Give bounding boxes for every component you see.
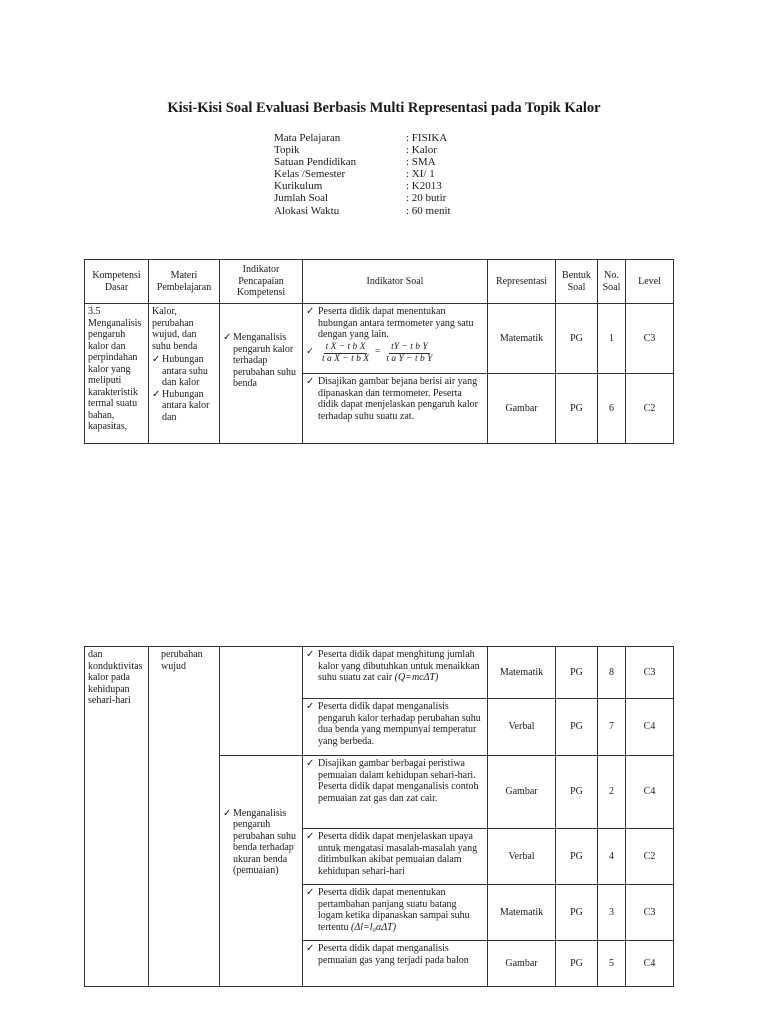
expansion-formula: (Δl=l₀αΔT) [351, 921, 397, 933]
bentuk-cell: PG [556, 304, 598, 374]
meta-label: Jumlah Soal [274, 192, 329, 205]
materi-list [152, 354, 216, 423]
level-cell: C4 [626, 756, 674, 829]
table-row [85, 647, 674, 699]
indikator-item [306, 649, 484, 684]
ipk-cell [220, 304, 303, 444]
thermometer-formula [306, 342, 484, 365]
indikator-cell [303, 374, 488, 444]
no-cell: 7 [598, 699, 626, 756]
formula-denominator: t a X − t b X [322, 353, 370, 364]
indikator-cell [303, 699, 488, 756]
level-cell: C3 [626, 647, 674, 699]
check-icon: ✓ [306, 347, 314, 358]
meta-label: Kelas /Semester [274, 168, 346, 181]
kd-cell: dan konduktivitas kalor pada kehidupan sehari-hari [85, 647, 149, 987]
indikator-text: Peserta didik dapat menganalisis pengaruh kalor terhadap perubahan suhu dua benda yang mempunyai temperatur yang berbeda. [318, 701, 481, 747]
representasi-cell: Gambar [488, 941, 556, 987]
check-icon: ✓ [306, 887, 315, 898]
meta-row [274, 168, 451, 180]
indikator-text-content: Peserta didik dapat menentukan pertambahan panjang suatu batang logam ketika dipanaskan sampai suhu tertentu [318, 887, 470, 933]
meta-row [274, 156, 451, 168]
indikator-text: Peserta didik dapat menjelaskan upaya untuk mengatasi masalah-masalah yang ditimbulkan akibat pemuaian dalam kehidupan sehari-hari [318, 831, 478, 877]
meta-row [274, 180, 451, 192]
bentuk-cell: PG [556, 699, 598, 756]
indikator-item [306, 831, 484, 877]
header-row [85, 260, 674, 304]
materi-item-text: Hubungan antara suhu dan kalor [162, 354, 208, 388]
indikator-item [306, 306, 484, 341]
meta-label: Satuan Pendidikan [274, 156, 357, 169]
representasi-cell: Matematik [488, 885, 556, 941]
meta-row [274, 205, 451, 217]
indikator-text [318, 887, 484, 933]
representasi-cell: Matematik [488, 304, 556, 374]
meta-value: : XI/ 1 [406, 168, 435, 181]
indikator-text: Disajikan gambar berbagai peristiwa pemuaian dalam kehidupan sehari-hari. Peserta didik dapat menganalisis contoh pemuaian zat gas dan zat cair. [318, 758, 479, 804]
level-cell: C4 [626, 941, 674, 987]
formula-denominator: t a Y − t b Y [386, 353, 433, 364]
representasi-cell: Verbal [488, 699, 556, 756]
meta-value: : SMA [406, 156, 436, 169]
materi-cell: perubahan wujud [149, 647, 220, 987]
bentuk-cell: PG [556, 374, 598, 444]
formula-numerator: t X − t b X [325, 341, 366, 352]
no-cell: 5 [598, 941, 626, 987]
kd-cell: 3.5 Menganalisis pengaruh kalor dan perpindahan kalor yang meliputi karakteristik termal suatu bahan, kapasitas, [85, 304, 149, 444]
materi-item-text: Hubungan antara kalor dan [162, 388, 210, 423]
meta-row [274, 144, 451, 156]
indikator-item [306, 376, 484, 422]
indikator-text-content: Peserta didik dapat menghitung jumlah kalor yang dibutuhkan untuk menaikkan suhu suatu zat cair [318, 649, 480, 683]
formula-numerator: tY − t b Y [391, 341, 428, 352]
header-kompetensi-dasar: Kompetensi Dasar [85, 260, 149, 304]
indikator-item [306, 887, 484, 933]
meta-value: : FISIKA [406, 132, 448, 144]
equals-sign: = [375, 347, 381, 358]
meta-value: : 60 menit [406, 204, 451, 217]
indikator-cell [303, 304, 488, 374]
header-materi: Materi Pembelajaran [149, 260, 220, 304]
check-icon: ✓ [306, 306, 315, 317]
level-cell: C3 [626, 304, 674, 374]
header-level: Level [626, 260, 674, 304]
indikator-cell [303, 756, 488, 829]
materi-item [152, 354, 216, 389]
representasi-cell: Gambar [488, 374, 556, 444]
header-representasi: Representasi [488, 260, 556, 304]
meta-label: Kurikulum [274, 180, 323, 193]
no-cell: 8 [598, 647, 626, 699]
indikator-item [306, 943, 484, 966]
meta-info [274, 132, 451, 217]
formula-fraction-right [384, 342, 434, 365]
indikator-cell [303, 829, 488, 885]
no-cell: 4 [598, 829, 626, 885]
check-icon: ✓ [223, 807, 232, 819]
representasi-cell: Verbal [488, 829, 556, 885]
no-cell: 2 [598, 756, 626, 829]
check-icon: ✓ [306, 649, 315, 660]
kisi-table-top [84, 259, 674, 444]
check-icon: ✓ [306, 943, 315, 954]
indikator-cell [303, 647, 488, 699]
ipk-cell [220, 756, 303, 987]
meta-label: Alokasi Waktu [274, 204, 340, 217]
bentuk-cell: PG [556, 829, 598, 885]
bentuk-cell: PG [556, 941, 598, 987]
level-cell: C2 [626, 829, 674, 885]
ipk-text: Menganalisis pengaruh kalor terhadap perubahan suhu benda [233, 332, 297, 389]
header-indikator-soal: Indikator Soal [303, 260, 488, 304]
indikator-item [306, 701, 484, 747]
indikator-cell [303, 941, 488, 987]
level-cell: C3 [626, 885, 674, 941]
ipk-cell [220, 647, 303, 756]
indikator-text: Peserta didik dapat menentukan hubungan antara termometer yang satu dengan yang lain. [318, 306, 474, 340]
check-icon: ✓ [306, 376, 315, 387]
ipk-text: Menganalisis pengaruh perubahan suhu benda terhadap ukuran benda (pemuaian) [233, 807, 297, 876]
indikator-text [318, 649, 484, 684]
meta-label: Mata Pelajaran [274, 132, 341, 144]
no-cell: 6 [598, 374, 626, 444]
no-cell: 3 [598, 885, 626, 941]
document-title: Kisi-Kisi Soal Evaluasi Berbasis Multi Representasi pada Topik Kalor [167, 100, 601, 116]
bentuk-cell: PG [556, 756, 598, 829]
check-icon: ✓ [223, 332, 232, 343]
materi-intro: Kalor, perubahan wujud, dan suhu benda [152, 306, 198, 352]
representasi-cell: Gambar [488, 756, 556, 829]
materi-item [152, 389, 216, 424]
indikator-item [306, 758, 484, 804]
check-icon: ✓ [306, 701, 315, 712]
bentuk-cell: PG [556, 647, 598, 699]
indikator-text: Peserta didik dapat menganalisis pemuaian gas yang terjadi pada balon [318, 943, 469, 966]
ipk-item [223, 332, 299, 390]
meta-row [274, 192, 451, 204]
check-icon: ✓ [306, 758, 315, 769]
indikator-cell [303, 885, 488, 941]
header-ipk: Indikator Pencapaian Kompetensi [220, 260, 303, 304]
no-cell: 1 [598, 304, 626, 374]
level-cell: C4 [626, 699, 674, 756]
table-row [85, 304, 674, 374]
meta-value: : Kalor [406, 144, 437, 157]
kisi-table-bottom [84, 646, 674, 987]
heat-formula: (Q=mcΔT) [394, 672, 439, 683]
indikator-text: Disajikan gambar bejana berisi air yang dipanaskan dan termometer. Peserta didik dapat menjelaskan pengaruh kalor terhadap suhu suatu zat. [318, 376, 478, 422]
check-icon: ✓ [306, 831, 315, 842]
header-no-soal: No. Soal [598, 260, 626, 304]
meta-label: Topik [274, 144, 300, 157]
check-icon: ✓ [152, 354, 161, 365]
formula-fraction-left [320, 342, 371, 365]
meta-value: : K2013 [406, 180, 442, 193]
ipk-item [223, 808, 299, 877]
check-icon: ✓ [152, 388, 161, 400]
meta-value: : 20 butir [406, 192, 447, 205]
representasi-cell: Matematik [488, 647, 556, 699]
level-cell: C2 [626, 374, 674, 444]
header-bentuk-soal: Bentuk Soal [556, 260, 598, 304]
bentuk-cell: PG [556, 885, 598, 941]
meta-row [274, 132, 451, 144]
materi-cell [149, 304, 220, 444]
